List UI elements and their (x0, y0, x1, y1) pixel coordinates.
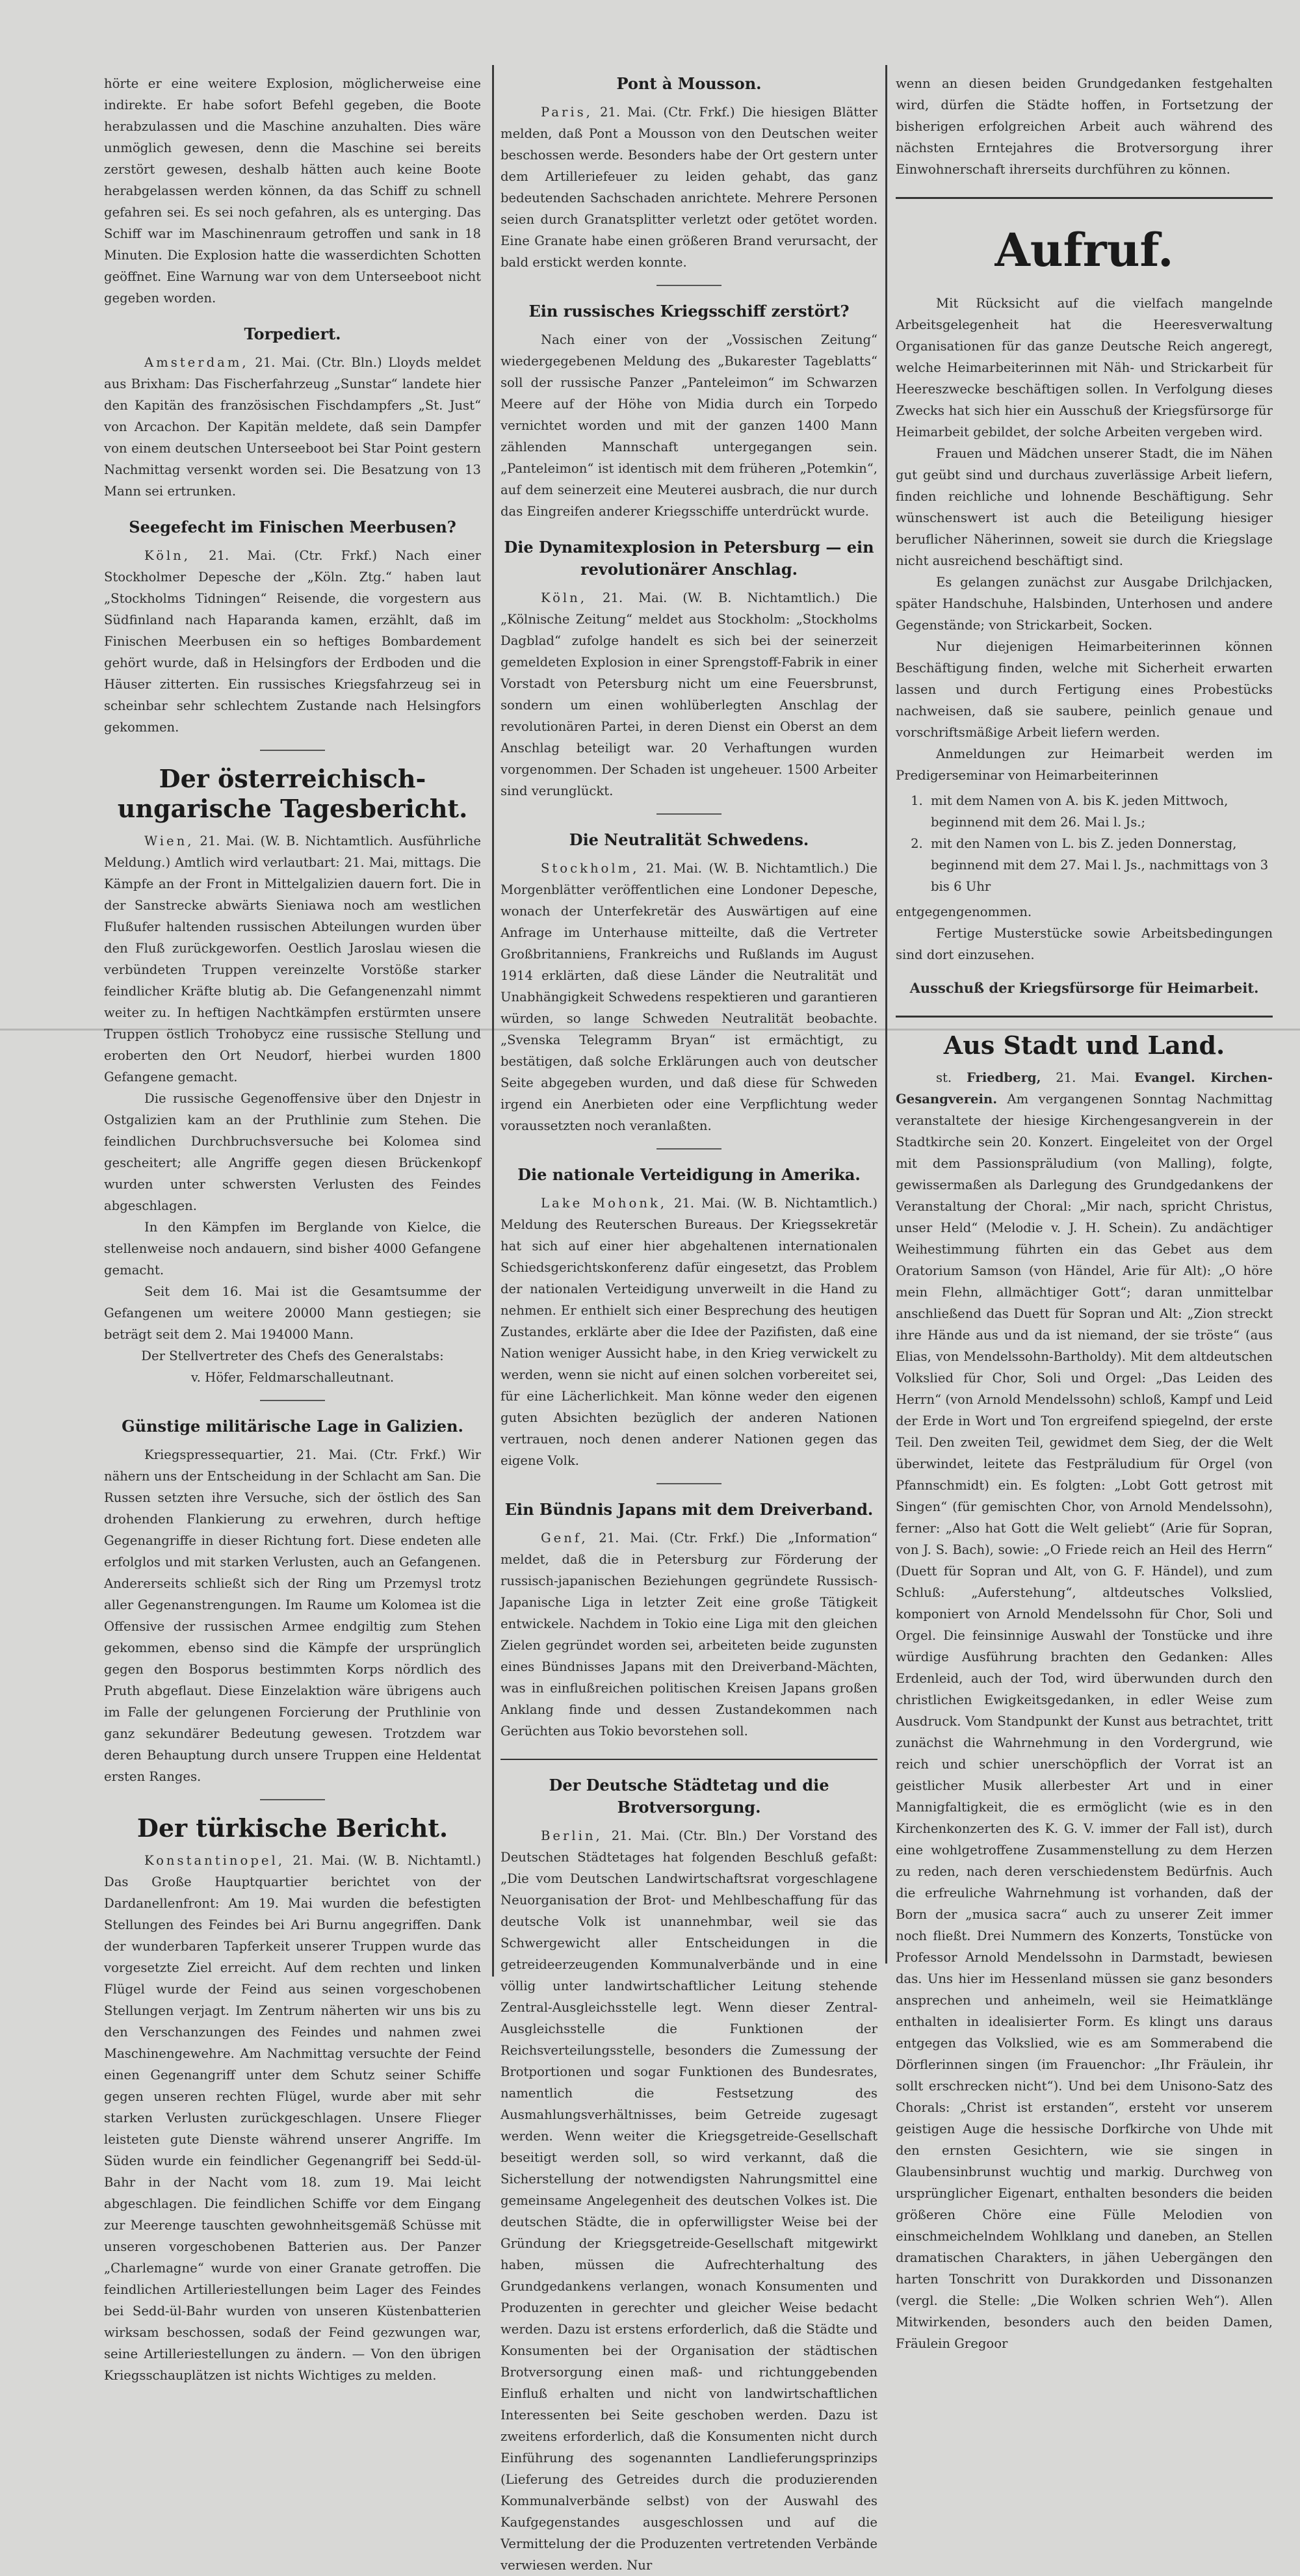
section-divider-long (896, 197, 1273, 199)
article-body: Am vergangenen Sonntag Nachmittag veranstaltete der hiesige Kirchengesangverein in der Stadtkirche sein 20. Konzert. Eingeleitet von der Orgel mit dem Passionspräludium (von Malling), folgte, gewissermaßen als Darlegung des Grundgedankens der Veranstaltung der Choral: „Mir nach, spricht Christus, unser Held“ (Melodie v. J. H. Schein). Zu andächtiger Weihestimmung führten ein das Gebet aus dem Oratorium Samson (von Händel, Arie für Alt): „O höre mein Flehn, allmächtiger Gott“; daran unmittelbar anschließend das Duett für Sopran und Alt: „Zion streckt ihre Hände aus und da ist niemand, der sie tröste“ (aus Elias, von Mendelssohn-Bartholdy). Mit dem altdeutschen Volkslied für Chor, Soli und Orgel: „Das Leiden des Herrn“ (von Arnold Mendelssohn) schloß, Kampf und Leid der Erde in Wort und Ton ergreifend spiegelnd, der erste Teil. Den zweiten Teil, gewidmet dem Sieg, der die Welt überwindet, leitete das Festpräludium für Orgel (von Pfannschmidt) ein. Es folgten: „Lobt Gott getrost mit Singen“ (für gemischten Chor, von Arnold Mendelssohn), ferner: „Also hat Gott die Welt geliebt“ (Arie für Sopran, von J. S. Bach), sowie: „O Friede reich an Heil des Herrn“ (Duett für Sopran und Alt, von G. F. Händel), und zum Schluß: „Auferstehung“, altdeutsches Volkslied, komponiert von Arnold Mendelssohn für Chor, Soli und Orgel. Die feinsinnige Auswahl der Tonstücke und ihre würdige Ausführung brachten den Gedanken: Alles Erdenleid, auch der Tod, wird überwunden durch den christlichen Ewigkeitsgedanken, in edler Weise zum Ausdruck. Vom Standpunkt der Kunst aus betrachtet, tritt zunächst die Wahrnehmung in den Vordergrund, wie reich und schier unerschöpflich der Vorrat ist an geistlicher Musik allerbester Art und in einer Mannigfaltigkeit, die es ermöglicht (wie es in den Kirchenkonzerten des K. G. V. immer der Fall ist), durch eine wohlgetroffene Zusammenstellung zu dem Herzen zu reden, nach deren verschiedenstem Bedürfnis. Auch die erfreuliche Wahrnehmung ist vorhanden, daß der Born der „musica sacra“ auch zu unserer Zeit immer noch fließt. Drei Nummern des Konzerts, Tonstücke von Professor Arnold Mendelssohn in Darmstadt, bewiesen das. Uns hier im Hessenland müssen sie ganz besonders ansprechen und anheimeln, weil sie Heimatklänge enthalten in idealisierter Form. Es klingt uns daraus entgegen das Volkslied, wie es am Sommerabend die Dörflerinnen singen (im Frauenchor: „Ihr Fräulein, ihr sollt erschrecken nicht“). Und bei dem Unisono-Satz des Chorals: „Christ ist erstanden“, ersteht vor unserem geistigen Auge die hessische Dorfkirche von Uhde mit den ernsten Gesichtern, wie sie singen in Glaubensinbrunst wuchtig und markig. Durchweg von ursprünglicher Eigenart, enthalten besonders die beiden größeren Chöre eine Fülle Melodien von einschmeichelndem Wohlklang und daneben, an Stellen dramatischen Charakters, in jähen Uebergängen den harten Tonschritt von Durakkorden und Dissonanzen (vergl. die Stelle: „Die Wolken schrien Weh“). Allen Mitwirkenden, besonders auch den beiden Damen, Fräulein Gregoor (896, 1092, 1273, 2351)
headline-dynamitexplosion: Die Dynamitexplosion in Petersburg — ein revolutionärer Anschlag. (504, 538, 874, 579)
headline-verteidigung-amerika: Die nationale Verteidigung in Amerika. (517, 1165, 861, 1184)
article-body: 21. Mai. (Ctr. Bln.) Lloyds meldet aus Brixham: Das Fischerfahrzeug „Sunstar“ landete hier den Kapitän des französischen Fischdampfers „St. Just“ von Arcachon. Der Kapitän meldete, daß sein Dampfer von einem deutschen Unterseeboot bei Star Point gestern Nachmittag versenkt worden sei. Die Besatzung von 13 Mann sei ertrunken. (104, 355, 481, 499)
section-divider (260, 750, 325, 751)
dateline-place: Köln, (144, 548, 191, 563)
article-dynamitexplosion (500, 587, 878, 802)
author-mark: st. (936, 1070, 952, 1085)
signature-line-1: Der Stellvertreter des Chefs des Generalstabs: (141, 1348, 444, 1363)
section-divider-long (896, 1016, 1273, 1018)
article-body: 21. Mai. (W. B. Nichtamtl.) Das Große Hauptquartier berichtet von der Dardanellenfront: Am 19. Mai wurden die befestigten Stellungen des Feindes bei Ari Burnu angegriffen. Dank der wunderbaren Tapferkeit unserer Truppen wurde das vorgesetzte Ziel erreicht. Auf dem rechten und linken Flügel wurde der Feind aus seinen vorgeschobenen Stellungen verjagt. Im Zentrum näherten wir uns bis zu den Verschanzungen des Feindes und nahmen zwei Maschinengewehre. Am Nachmittag versuchte der Feind einen Gegenangriff unter dem Schutz seiner Schiffe gegen unseren rechten Flügel, wurde aber mit sehr starken Verlusten zurückgeschlagen. Unsere Flieger leisteten gute Dienste während unserer Angriffe. Im Süden wurde ein feindlicher Gegenangriff bei Sedd-ül-Bahr in der Nacht vom 18. zum 19. Mai leicht abgeschlagen. Die feindlichen Schiffe vor dem Eingang zur Meerenge tauschten gewohnheitsgemäß Schüsse mit unseren vorgeschobenen Batterien aus. Der Panzer „Charlemagne“ wurde von einer Granate getroffen. Die feindlichen Artilleriestellungen beim Lager des Feindes bei Sedd-ül-Bahr wurden von unseren Küstenbatterien wirksam beschossen, sodaß der Feind gezwungen war, seine Artilleriestellungen zu ändern. — Von den übrigen Kriegsschauplätzen ist nichts Wichtiges zu melden. (104, 1853, 481, 2383)
article-body: 21. Mai. (W. B. Nichtamtlich.) Die „Kölnische Zeitung“ meldet aus Stockholm: „Stockholms Dagblad“ zufolge handelt es sich bei der seinerzeit gemeldeten Explosion in einer Sprengstoff-Fabrik in einer Vorstadt von Petersburg nicht um eine Feuersbrunst, sondern um einen wohlüberlegten Anschlag der revolutionären Partei, in deren Dienst ein Oberst an dem Anschlag beteiligt war. 20 Verhaftungen wurden vorgenommen. Der Schaden ist ungeheuer. 1500 Arbeiter sind verunglückt. (500, 590, 878, 798)
article-staedtetag-continuation: wenn an diesen beiden Grundgedanken festgehalten wird, dürfen die Städte hoffen, in Fortsetzung der bisherigen erfolgreichen Arbeit auch während des nächsten Erntejahres die Brotversorgung ihrer Einwohnerschaft ihrerseits durchführen zu können. (896, 76, 1273, 177)
article-body: 21. Mai. (Ctr. Frkf.) Die hiesigen Blätter melden, daß Pont a Mousson von den Deutschen weiter beschossen werde. Besonders habe der Ort gestern unter dem Artilleriefeuer zu leiden gehabt, das ganz bedeutenden Sachschaden anrichtete. Mehrere Personen seien durch Granatsplitter verletzt oder getötet worden. Eine Granate habe einen größeren Brand verursacht, der bald erstickt werden konnte. (500, 105, 878, 270)
headline-staedtetag: Der Deutsche Städtetag und die Brotversorgung. (549, 1776, 829, 1817)
article-verteidigung-amerika (500, 1192, 878, 1471)
article-neutralitaet-schwedens (500, 858, 878, 1137)
aufruf-p4: Nur diejenigen Heimarbeiterinnen können Beschäftigung finden, welche mit Sicherheit erwarten lassen und durch Fertigung eines Probestücks nachweisen, daß sie saubere, peinlich genaue und vorschriftsmäßige Arbeit liefern werden. (896, 639, 1273, 740)
aufruf-schedule-list (896, 790, 1273, 897)
dateline-place: Lake Mohonk, (541, 1196, 668, 1211)
article-staedtetag (500, 1825, 878, 2576)
dateline-place: Paris, (541, 105, 593, 120)
schedule-item: 1. mit dem Namen von A. bis K. jeden Mittwoch, beginnend mit dem 26. Mai l. Js.; (927, 790, 1273, 833)
article-seegefecht (104, 545, 481, 738)
headline-pont-a-mousson: Pont à Mousson. (616, 74, 762, 93)
article-subhead: Evangel. Kirchen-Gesangverein. (896, 1070, 1273, 1107)
aufruf-p2: Frauen und Mädchen unserer Stadt, die im Nähen gut geübt sind und durchaus zuverlässige Arbeit liefern, finden reichliche und lohnende Beschäftigung. Sehr wünschenswert ist auch die Beteiligung hiesiger beruflicher Näherinnen, soweit sie durch die Kriegslage nicht ausreichend beschäftigt sind. (896, 446, 1273, 568)
article-oesterreich-p3: In den Kämpfen im Berglande von Kielce, die stellenweise noch andauern, sind bisher 4000 Gefangene gemacht. (104, 1220, 481, 1278)
dateline-place: Amsterdam, (144, 355, 249, 370)
dateline-place: Berlin, (541, 1828, 603, 1843)
article-torpediert (104, 352, 481, 502)
aufruf-p7: Fertige Musterstücke sowie Arbeitsbedingungen sind dort einzusehen. (896, 926, 1273, 962)
headline-oesterreich-ungarisch: Der österreichisch-ungarische Tagesbericht. (117, 764, 468, 823)
article-galizien: Kriegspressequartier, 21. Mai. (Ctr. Frkf.) Wir nähern uns der Entscheidung in der Schlacht am San. Die Russen setzten ihre Versuche, sich der östlich des San drohenden Flankierung zu erwehren, durch heftige Gegenangriffe in dieser Richtung fort. Diese endeten alle erfolglos und mit starken Verlusten, auch an Gefangenen. Andererseits schließt sich der Ring um Przemysl trotz aller Gegenanstrengungen. Im Raume um Kolomea ist die Offensive der russischen Armee endgiltig zum Stehen gekommen, ebenso sind die Kämpfe der ursprünglich gegen den Bosporus bestimmten Korps nördlich des Pruth abgeflaut. Diese Einzelaktion wäre übrigens auch im Falle der gelungenen Forcierung der Pruthlinie von ganz sekundärer Bedeutung gewesen. Trotzdem war deren Behauptung durch unsere Truppen eine Heldentat ersten Ranges. (104, 1447, 481, 1784)
dateline-place: Köln, (541, 590, 588, 605)
article-continuation: hörte er eine weitere Explosion, möglicherweise eine indirekte. Er habe sofort Befehl gegeben, die Boote herabzulassen und die Maschine anzuhalten. Dies wäre unmöglich gewesen, denn die Maschine sei bereits zerstört gewesen, deshalb hätten auch keine Boote herabgelassen werden können, da das Schiff zu schnell gefahren sei. Es sei noch gefahren, als es unterging. Das Schiff war im Maschinenraum getroffen und sank in 18 Minuten. Die Explosion hatte die wasserdichten Schotten geöffnet. Eine Warnung war von dem Unterseeboot nicht gegeben worden. (104, 76, 481, 306)
section-divider (656, 285, 722, 286)
headline-aufruf: Aufruf. (994, 223, 1174, 277)
section-divider (656, 1148, 722, 1150)
headline-neutralitaet-schwedens: Die Neutralität Schwedens. (569, 830, 809, 849)
dateline-place: Genf, (541, 1531, 588, 1545)
dateline-date: 21. Mai. (1041, 1070, 1135, 1085)
article-body: 21. Mai. (W. B. Nichtamtlich.) Die Morgenblätter veröffentlichen eine Londoner Depesche, wonach der Unterfekretär des Auswärtigen auf eine Anfrage im Unterhause mitteilte, daß die Vertreter Großbritanniens, Frankreichs und Rußlands im August 1914 erklärten, daß diese Länder die Neutralität und Unabhängigkeit Schwedens respektieren und garantieren würden, so lange Schweden Neutralität beobachte. „Svenska Telegramm Bryan“ ist ermächtigt, zu bestätigen, daß solche Erklärungen auch von deutscher Seite abgegeben wurden, und daß diese für Schweden irgend ein Anerbieten oder eine Verpflichtung weder voraussetzten noch veranlaßten. (500, 861, 878, 1133)
article-body: 21. Mai. (Ctr. Bln.) Der Vorstand des Deutschen Städtetages hat folgenden Beschluß gefaßt: „Die vom Deutschen Landwirtschaftsrat vorgeschlagene Neuorganisation der Brot- und Mehlbeschaffung für das deutsche Volk ist unannehmbar, weil sie das Schwergewicht aller Entscheidungen in die getreideerzeugenden Kommunalverbände und in eine völlig unter landwirtschaftlicher Leitung stehende Zentral-Ausgleichsstelle legt. Wenn dieser Zentral-Ausgleichsstelle die Funktionen der Reichsverteilungsstelle, besonders die Zumessung der Brotportionen und sogar Funktionen des Bundesrates, namentlich die Festsetzung des Ausmahlungsverhältnisses, beim Getreide zugesagt werden. Wenn weiter die Kriegsgetreide-Gesellschaft beseitigt werden soll, so wird verkannt, daß die Sicherstellung der notwendigsten Nahrungsmittel eine gemeinsame Angelegenheit des deutschen Volkes ist. Die deutschen Städte, die in opferwilligster Weise bei der Gründung der Kriegsgetreide-Gesellschaft mitgewirkt haben, müssen die Aufrechterhaltung des Grundgedankens verlangen, wonach Konsumenten und Produzenten in gerechter und gleicher Weise bedacht werden. Dazu ist erstens erforderlich, daß die Städte und Konsumenten bei der Organisation der städtischen Brotversorgung einen maß- und richtunggebenden Einfluß erhalten und nicht von landwirtschaftlichen Interessenten bei Seite geschoben werden. Dazu ist zweitens erforderlich, daß die Konsumenten nicht durch Einführung des sogenannten Landlieferungsprinzips (Lieferung des Getreides durch die produzierenden Kommunalverbände selbst) von der Auswahl des Kaufgegenstandes ausgeschlossen und auf die Vermittelung der die Produzenten vertretenden Verbände verwiesen werden. Nur (500, 1828, 878, 2573)
section-divider (260, 1799, 325, 1800)
headline-aus-stadt-und-land: Aus Stadt und Land. (943, 1031, 1225, 1060)
headline-buendnis-japans: Ein Bündnis Japans mit dem Dreiverband. (504, 1500, 874, 1519)
aufruf-signature: Ausschuß der Kriegsfürsorge für Heimarbeit. (909, 980, 1259, 996)
article-buendnis-japans (500, 1527, 878, 1742)
article-body: 21. Mai. (Ctr. Frkf.) Nach einer Stockholmer Depesche der „Köln. Ztg.“ haben laut „Stockholms Tidningen“ Reisende, die vorgestern aus Südfinland nach Haparanda kamen, erzählt, daß im Finischen Meerbusen ein so heftiges Bombardement gehört wurde, daß in Helsingfors der Erdboden und die Häuser zitterten. Ein russisches Kriegsfahrzeug sei in scheinbar sehr schlechtem Zustande nach Helsingfors gekommen. (104, 548, 481, 735)
headline-kriegsschiff: Ein russisches Kriegsschiff zerstört? (528, 302, 850, 321)
article-oesterreich-p1 (104, 830, 481, 1088)
headline-torpediert: Torpediert. (244, 324, 341, 343)
section-divider (656, 813, 722, 815)
dateline-place: Wien, (144, 834, 194, 848)
dateline-place: Friedberg, (966, 1070, 1041, 1085)
article-oesterreich-p2: Die russische Gegenoffensive über den Dnjestr in Ostgalizien kam an der Pruthlinie zum Stehen. Die feindlichen Durchbruchsversuche bei Kolomea sind gescheitert; alle Angriffe gegen diesen Brückenkopf wurden unter schwersten Verlusten des Feindes abgeschlagen. (104, 1091, 481, 1213)
aufruf-p5: Anmeldungen zur Heimarbeit werden im Predigerseminar von Heimarbeiterinnen (896, 746, 1273, 783)
article-body: 21. Mai. (Ctr. Frkf.) Die „Information“ meldet, daß die in Petersburg zur Förderung der russisch-japanischen Beziehungen gegründete Russisch-Japanische Liga in letzter Zeit eine große Tätigkeit entwickele. Nachdem in Tokio eine Liga mit den gleichen Zielen gegründet worden sei, arbeiteten beide zugunsten eines Bündnisses Japans mit den Dreiverband-Mächten, was in einflußreichen politischen Kreisen Japans großen Anklang finde und dessen Zustandekommen nach Gerüchten aus Tokio bevorstehen soll. (500, 1531, 878, 1739)
dateline-place: Stockholm, (541, 861, 640, 876)
column-rule-left (492, 65, 494, 1977)
article-kriegsschiff: Nach einer von der „Vossischen Zeitung“ wiedergegebenen Meldung des „Bukarester Tageblatts“ soll der russische Panzer „Panteleimon“ im Schwarzen Meere auf der Höhe von Midia durch ein Torpedo vernichtet worden und mit der ganzen 1400 Mann zählenden Mannschaft untergegangen sein. „Panteleimon“ ist identisch mit dem früheren „Potemkin“, auf dem seinerzeit eine Meuterei ausbrach, die nur durch das Eingreifen anderer Kriegsschiffe unterdrückt wurde. (500, 332, 878, 519)
aufruf-p1: Mit Rücksicht auf die vielfach mangelnde Arbeitsgelegenheit hat die Heeresverwaltung Organisationen für das ganze Deutsche Reich angeregt, welche Heimarbeiterinnen mit Näh- und Strickarbeit für Heereszwecke beschäftigen sollen. In Verfolgung dieses Zwecks hat sich hier ein Ausschuß der Kriegsfürsorge für Heimarbeit gebildet, der solche Arbeiten vergeben wird. (896, 296, 1273, 440)
article-oesterreich-p4: Seit dem 16. Mai ist die Gesamtsumme der Gefangenen um weitere 20000 Mann gestiegen; sie beträgt seit dem 2. Mai 194000 Mann. (104, 1284, 481, 1342)
section-divider (656, 1483, 722, 1484)
column-rule-right (885, 65, 887, 1964)
headline-tuerkischer-bericht: Der türkische Bericht. (136, 1813, 448, 1843)
article-tuerkischer-bericht (104, 1850, 481, 2386)
schedule-item: 2. mit den Namen von L. bis Z. jeden Donnerstag, beginnend mit dem 27. Mai l. Js., nachmittags von 3 bis 6 Uhr (927, 833, 1273, 897)
article-body: 21. Mai. (W. B. Nichtamtlich. Ausführliche Meldung.) Amtlich wird verlautbart: 21. Mai, mittags. Die Kämpfe an der Front in Mittelgalizien dauern fort. Die in der Sanstrecke abwärts Sieniawa noch am westlichen Flußufer haltenden russischen Abteilungen wurden über den Fluß zurückgeworfen. Oestlich Jaroslau wiesen die verbündeten Truppen vereinzelte Vorstöße starker feindlicher Kräfte blutig ab. Die Gefangenenzahl nimmt weiter zu. In heftigen Nachtkämpfen erstürmten unsere Truppen östlich Trohobycz eine russische Stellung und eroberten den Ort Neudorf, hierbei wurden 1800 Gefangene gemacht. (104, 834, 481, 1084)
column-1 (104, 73, 481, 2386)
signature-line-2: v. Höfer, Feldmarschalleutnant. (190, 1370, 395, 1385)
headline-galizien: Günstige militärische Lage in Galizien. (122, 1417, 463, 1436)
article-friedberg (896, 1067, 1273, 2354)
column-2 (500, 73, 878, 2576)
article-body: 21. Mai. (W. B. Nichtamtlich.) Meldung des Reuterschen Bureaus. Der Kriegssekretär hat sich auf einer hier abgehaltenen internationalen Schiedsgerichtskonferenz dafür eingesetzt, das Problem der nationalen Verteidigung unverweilt in die Hand zu nehmen. Er enthielt sich einer Besprechung des heutigen Zustandes, erklärte aber die Idee der Pazifisten, daß eine Nation weniger Aussicht habe, in den Krieg verwickelt zu werden, wenn sie nicht auf einen solchen vorbereitet sei, für eine Lächerlichkeit. Man könne weder den eigenen guten Absichten bezüglich der anderen Nationen vertrauen, noch denen anderer Nationen gegen das eigene Volk. (500, 1196, 878, 1468)
column-3 (896, 73, 1273, 2354)
article-pont-a-mousson (500, 101, 878, 273)
aufruf-p6: entgegengenommen. (896, 904, 1032, 919)
aufruf-p3: Es gelangen zunächst zur Ausgabe Drilchjacken, später Handschuhe, Halsbinden, Unterhosen und andere Gegenstände; von Strickarbeit, Socken. (896, 575, 1273, 633)
dateline-place: Konstantinopel, (144, 1853, 285, 1868)
section-divider-long (500, 1759, 878, 1760)
section-divider (260, 1400, 325, 1401)
headline-seegefecht: Seegefecht im Finischen Meerbusen? (129, 518, 456, 536)
